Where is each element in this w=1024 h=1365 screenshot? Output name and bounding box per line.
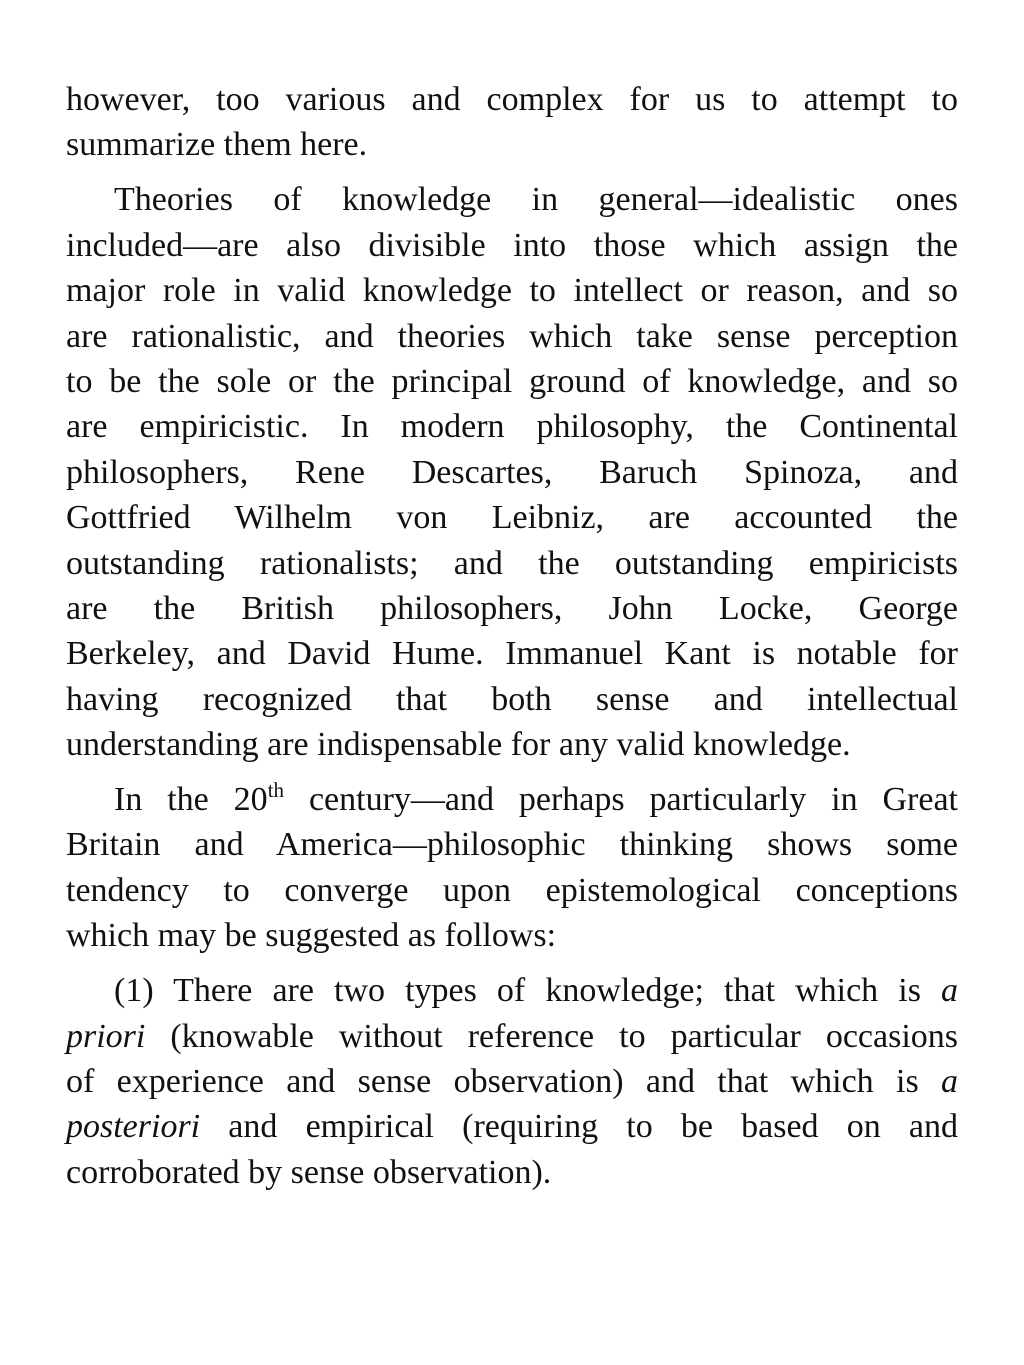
text-run: tendency to converge upon epistemological conceptions [66, 871, 958, 909]
text-line [66, 450, 958, 495]
text-run: are rationalistic, and theories which take sense perception [66, 317, 958, 355]
text-run: major role in valid knowledge to intellect or reason, and so [66, 272, 958, 310]
italic-text: posteriori [66, 1108, 201, 1146]
text-run: Gottfried Wilhelm von Leibniz, are accounted the [66, 499, 958, 537]
text-line [66, 268, 958, 313]
text-line [66, 314, 958, 359]
text-run: included—are also divisible into those which assign the [66, 226, 958, 264]
superscript: th [267, 778, 285, 803]
paragraph [66, 77, 958, 168]
text-line [66, 722, 958, 767]
text-run: which may be suggested as follows: [66, 917, 557, 955]
text-run: are the British philosophers, John Locke, George [66, 589, 958, 627]
text-line [66, 359, 958, 404]
text-run: (1) There are two types of knowledge; that which is [114, 972, 941, 1010]
text-line [66, 541, 958, 586]
text-run: philosophers, Rene Descartes, Baruch Spinoza, and [66, 453, 958, 491]
text-line [66, 1059, 958, 1104]
text-line [66, 1014, 958, 1059]
text-line [66, 631, 958, 676]
text-run: corroborated by sense observation). [66, 1153, 552, 1191]
italic-text: a [941, 1062, 958, 1100]
text-line [66, 404, 958, 449]
text-line [66, 1104, 958, 1149]
text-run: and empirical (requiring to be based on and [200, 1108, 958, 1146]
text-run: century—and perhaps particularly in Great [284, 781, 959, 819]
paragraph [66, 968, 958, 1195]
text-line [66, 586, 958, 631]
italic-text: a [941, 972, 958, 1010]
text-line [66, 77, 958, 122]
text-run: Theories of knowledge in general—idealistic ones [114, 181, 958, 219]
text-line [66, 177, 958, 222]
text-run: having recognized that both sense and intellectual [66, 680, 958, 718]
text-run: of experience and sense observation) and that which is [66, 1062, 941, 1100]
text-run: to be the sole or the principal ground of knowledge, and so [66, 362, 958, 400]
text-run: understanding are indispensable for any valid knowledge. [66, 726, 851, 764]
text-line [66, 677, 958, 722]
text-run: however, too various and complex for us to attempt to [66, 81, 958, 118]
italic-text: priori [66, 1017, 146, 1055]
document-page [66, 77, 958, 1205]
text-run: (knowable without reference to particular occasions [145, 1017, 958, 1055]
text-line [66, 913, 958, 958]
text-run: In the 20 [114, 781, 268, 819]
text-line [66, 968, 958, 1013]
text-line [66, 495, 958, 540]
text-run: outstanding rationalists; and the outstanding empiricists [66, 544, 958, 582]
text-run: summarize them here. [66, 126, 368, 164]
text-line [66, 122, 958, 167]
text-run: are empiricistic. In modern philosophy, the Continental [66, 408, 958, 446]
text-line [66, 1150, 958, 1195]
text-line [66, 822, 958, 867]
paragraph [66, 777, 958, 959]
paragraph [66, 177, 958, 767]
text-line [66, 868, 958, 913]
text-line [66, 777, 958, 822]
text-run: Britain and America—philosophic thinking shows some [66, 826, 958, 864]
text-line [66, 223, 958, 268]
text-run: Berkeley, and David Hume. Immanuel Kant is notable for [66, 635, 958, 673]
